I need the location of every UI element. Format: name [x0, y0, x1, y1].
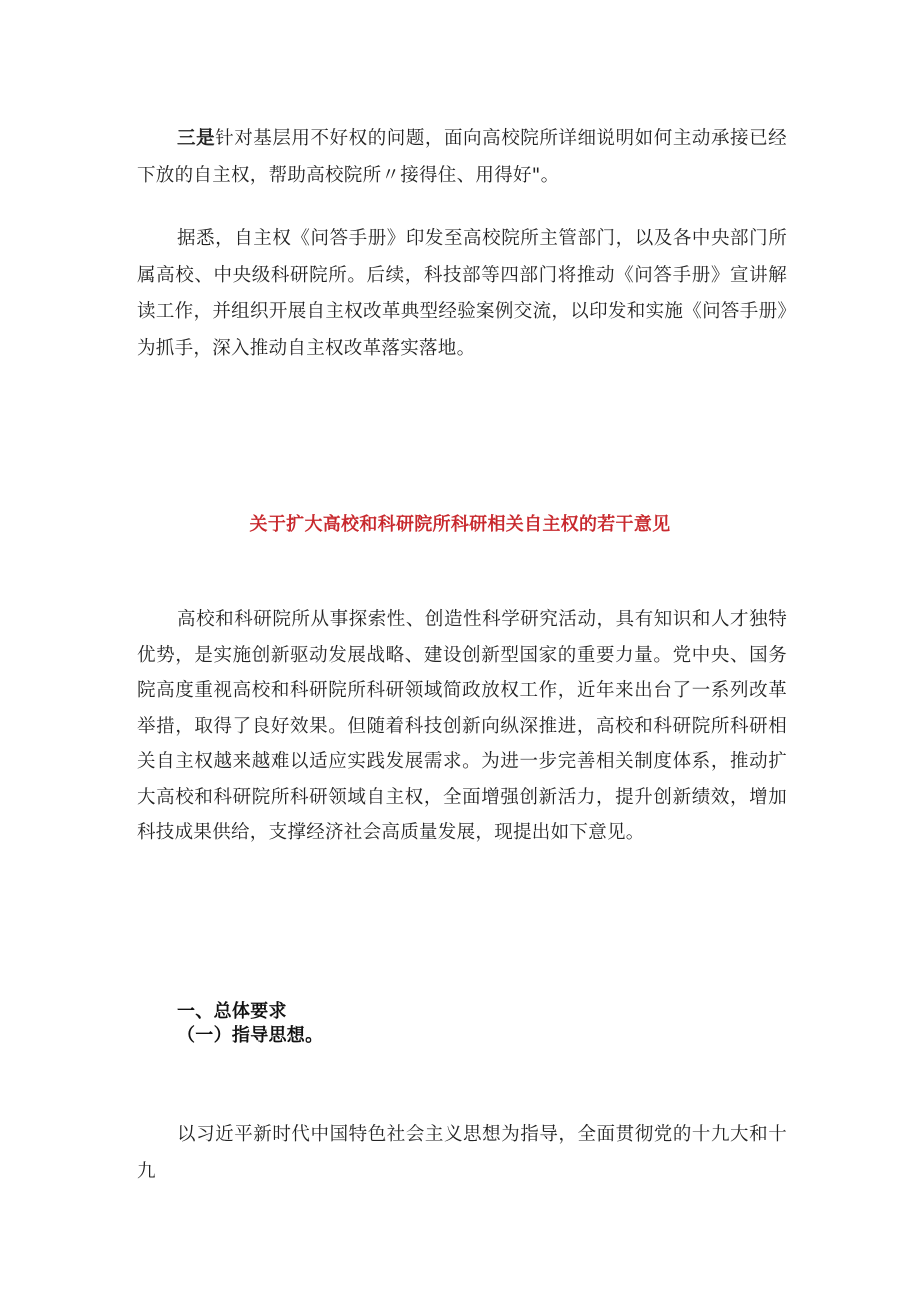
subsection-heading-guiding-ideology: （一）指导思想。: [177, 1025, 324, 1046]
paragraph-lead: 三是: [177, 128, 216, 149]
paragraph-handbook-distribution: 据悉，自主权《问答手册》印发至高校院所主管部门，以及各中央部门所属高校、中央级科研院所。后续，科技部等四部门将推动《问答手册》宣讲解读工作，并组织开展自主权改革典型经验案例交流，以印发和实施《问答手册》为抓手，深入推动自主权改革落实落地。: [137, 228, 787, 359]
paragraph-text: 针对基层用不好权的问题，面向高校院所详细说明如何主动承接已经下放的自主权，帮助高校院所〃接得住、用得好"。: [137, 128, 787, 186]
paragraph-point-three: [137, 121, 787, 194]
paragraph-introduction: 高校和科研院所从事探索性、创造性科学研究活动，具有知识和人才独特优势，是实施创新驱动发展战略、建设创新型国家的重要力量。党中央、国务院高度重视高校和科研院所科研领域简政放权工作，近年来出台了一系列改革举措，取得了良好效果。但随着科技创新向纵深推进，高校和科研院所科研相关自主权越来越难以适应实践发展需求。为进一步完善相关制度体系，推动扩大高校和科研院所科研领域自主权，全面增强创新活力，提升创新绩效，增加科技成果供给，支撑经济社会高质量发展，现提出如下意见。: [137, 609, 787, 843]
section-heading-general-requirements: 一、总体要求: [177, 1001, 287, 1022]
document-title: 关于扩大高校和科研院所科研相关自主权的若干意见: [249, 514, 671, 535]
paragraph-guiding-ideology: 以习近平新时代中国特色社会主义思想为指导，全面贯彻党的十九大和十九: [137, 1124, 787, 1182]
